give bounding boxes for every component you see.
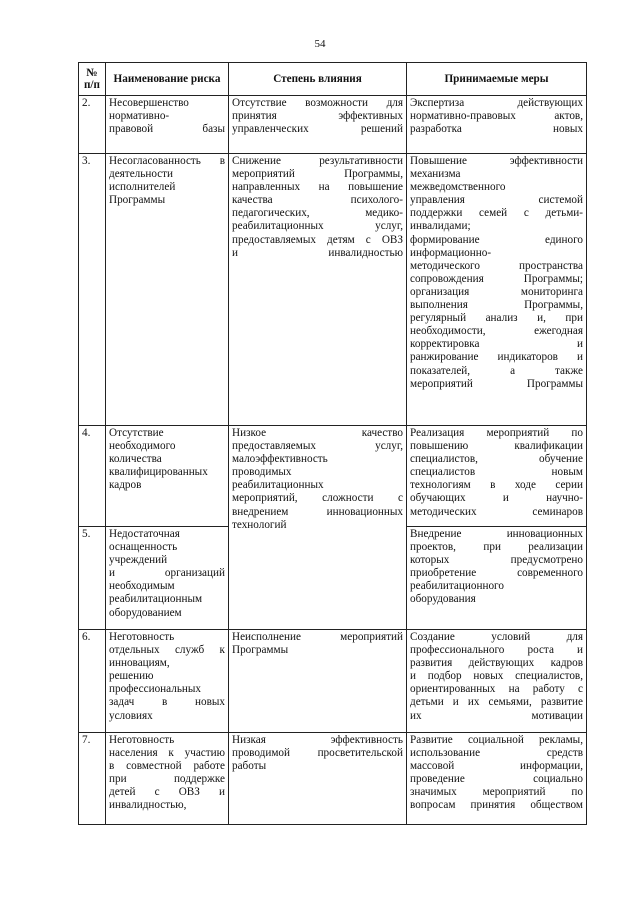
row-number: 5. [79,527,106,630]
cell-line: оснащенность [109,541,178,554]
cell-line: специалистов, обучение [410,453,583,466]
cell-line: профессионального роста и [410,644,583,657]
cell-line: мероприятий Программы [410,377,583,390]
cell-line: использование средств [410,747,583,760]
risk-name [106,733,229,825]
cell-line: Программы [232,644,289,657]
cell-line: малоэффективность [232,453,328,466]
cell-line: оборудованием [109,606,182,619]
cell-line: проведение социально [410,773,583,786]
cell-line: необходимого [109,440,176,453]
cell-line: условиях [109,709,153,722]
cell-line: Создание условий для [410,631,583,643]
cell-line: организация мониторинга [410,285,583,298]
cell-line: приобретение современного [410,567,583,580]
cell-line: Несогласованность в [109,155,225,167]
table-row [79,630,587,733]
table-row [79,96,587,154]
cell-line: регулярный анализ и, при [410,312,583,325]
cell-line: детей с ОВЗ и [109,786,225,799]
cell-line: развития действующих кадров [410,657,583,670]
cell-line: Недостаточная [109,528,180,540]
cell-line: Неготовность [109,734,175,746]
cell-line: Экспертиза действующих [410,97,583,109]
cell-line: специалистов новым [410,466,583,479]
cell-line: информационно- [410,246,492,259]
cell-line: работы [232,760,267,773]
cell-line: реабилитационного [410,580,504,593]
impact-text [229,154,407,426]
cell-line: Реализация мероприятий по [410,427,583,439]
cell-line: массовой информации, [410,760,583,773]
cell-line: в совместной работе [109,760,225,773]
cell-line: корректировка и [410,338,583,351]
cell-line: необходимым [109,580,175,593]
row-number: 3. [79,154,106,426]
cell-line: разработка новых [410,123,583,136]
header-num: № п/п [79,63,106,96]
table-row [79,426,587,527]
impact-text [229,426,407,630]
cell-line: количества [109,453,162,466]
cell-line: методических семинаров [410,505,583,518]
cell-line: вопросам принятия обществом [410,799,583,812]
cell-line: Развитие социальной рекламы, [410,734,583,746]
cell-line: Программы [109,194,166,207]
cell-line: мероприятий Программы, [232,168,403,181]
cell-line: направленных на повышение [232,181,403,194]
cell-line: профессиональных [109,683,202,696]
row-number: 2. [79,96,106,154]
cell-line: Внедрение инновационных [410,528,583,540]
cell-line: при поддержке [109,773,225,786]
cell-line: показателей, а также [410,364,583,377]
cell-line: внедрением инновационных [232,505,403,518]
cell-line: населения к участию [109,747,225,760]
risk-name [106,630,229,733]
cell-line: Повышение эффективности [410,155,583,167]
cell-line: обучающих и научно- [410,492,583,505]
header-risk-name: Наименование риска [106,63,229,96]
cell-line: Несовершенство [109,97,189,109]
table-row [79,733,587,825]
cell-line: Неготовность [109,631,175,643]
cell-line: выполнения Программы, [410,299,583,312]
cell-line: проектов, при реализации [410,541,583,554]
risk-name [106,426,229,527]
measures-text [407,630,587,733]
table-row [79,154,587,426]
cell-line: отдельных служб к [109,644,225,657]
impact-text [229,733,407,825]
cell-line: педагогических, медико- [232,207,403,220]
cell-line: реабилитационных [232,479,324,492]
page-number: 54 [314,38,326,50]
cell-line: управленческих решений [232,123,403,136]
cell-line: кадров [109,479,142,492]
cell-line: проводимых [232,466,292,479]
cell-line: которых предусмотрено [410,554,583,567]
cell-line: качества психолого- [232,194,403,207]
cell-line: поддержки семей с детьми- [410,207,583,220]
cell-line: и инвалидностью [232,246,403,259]
cell-line: задач в новых [109,696,225,709]
measures-text [407,154,587,426]
cell-line: сопровождения Программы; [410,272,583,285]
header-impact: Степень влияния [229,63,407,96]
cell-line: предоставляемых детям с ОВЗ [232,233,403,246]
cell-line: мероприятий, сложности с [232,492,403,505]
cell-line: предоставляемых услуг, [232,440,403,453]
measures-text [407,426,587,527]
cell-line: Снижение результативности [232,155,403,167]
cell-line: повышению квалификации [410,440,583,453]
measures-text [407,527,587,630]
row-number: 4. [79,426,106,527]
measures-text [407,733,587,825]
cell-line: правовой базы [109,123,225,136]
impact-text [229,630,407,733]
row-number: 6. [79,630,106,733]
cell-line: инвалидностью, [109,799,187,812]
cell-line: ориентированных на работу с [410,683,583,696]
cell-line: инвалидами; [410,220,471,233]
cell-line: Отсутствие возможности для [232,97,403,109]
cell-line: проводимой просветительской [232,747,403,760]
cell-line: оборудования [410,593,476,606]
cell-line: учреждений [109,554,168,567]
header-measures: Принимаемые меры [407,63,587,96]
cell-line: технологиям в ходе серии [410,479,583,492]
cell-line: межведомственного [410,181,506,194]
cell-line: реабилитационных услуг, [232,220,403,233]
cell-line: Неисполнение мероприятий [232,631,403,643]
risk-name [106,527,229,630]
cell-line: детьми и их семьями, развитие [410,696,583,709]
cell-line: деятельности [109,168,174,181]
risk-table [78,62,587,825]
cell-line: методического пространства [410,259,583,272]
cell-line: нормативно- [109,110,170,123]
cell-line: и организаций [109,567,225,580]
cell-line: и подбор новых специалистов, [410,670,583,683]
cell-line: Низкая эффективность [232,734,403,746]
cell-line: Отсутствие [109,427,164,439]
cell-line: инновациям, [109,657,170,670]
cell-line: квалифицированных [109,466,208,479]
cell-line: ранжирование индикаторов и [410,351,583,364]
cell-line: их мотивации [410,709,583,722]
measures-text [407,96,587,154]
cell-line: нормативно-правовых актов, [410,110,583,123]
cell-line: управления системой [410,194,583,207]
impact-text [229,96,407,154]
cell-line: Низкое качество [232,427,403,439]
cell-line: механизма [410,168,461,181]
cell-line: значимых мероприятий по [410,786,583,799]
cell-line: формирование единого [410,233,583,246]
cell-line: необходимости, ежегодная [410,325,583,338]
cell-line: решению [109,670,154,683]
cell-line: исполнителей [109,181,176,194]
cell-line: принятия эффективных [232,110,403,123]
cell-line: технологий [232,518,287,531]
row-number: 7. [79,733,106,825]
risk-name [106,96,229,154]
risk-name [106,154,229,426]
table-header-row [79,63,587,96]
cell-line: реабилитационным [109,593,203,606]
